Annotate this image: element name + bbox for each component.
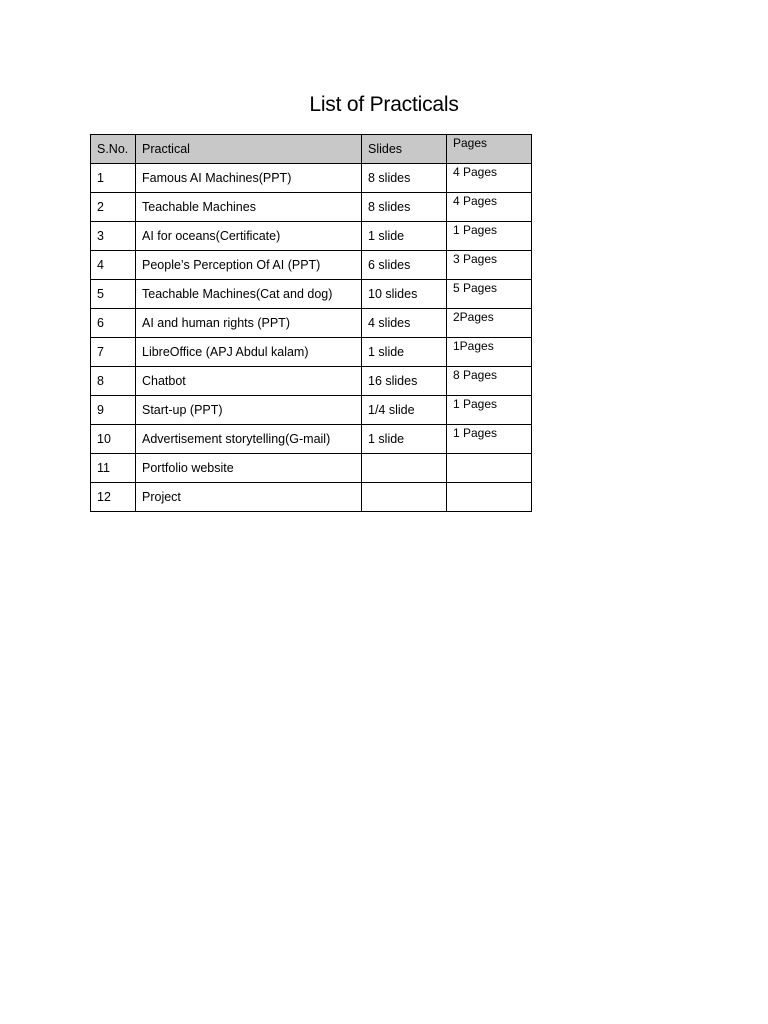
cell-pages [447, 483, 532, 512]
cell-slides: 1 slide [362, 425, 447, 454]
header-pages: Pages [447, 135, 532, 164]
cell-sno: 12 [91, 483, 136, 512]
practicals-table [90, 134, 532, 512]
table-row [91, 280, 532, 309]
cell-pages: 1 Pages [447, 222, 532, 251]
cell-practical: Start-up (PPT) [136, 396, 362, 425]
table-row [91, 309, 532, 338]
cell-slides: 16 slides [362, 367, 447, 396]
cell-sno: 3 [91, 222, 136, 251]
cell-sno: 5 [91, 280, 136, 309]
cell-practical: AI for oceans(Certificate) [136, 222, 362, 251]
cell-practical: Project [136, 483, 362, 512]
cell-slides: 4 slides [362, 309, 447, 338]
cell-sno: 9 [91, 396, 136, 425]
cell-sno: 4 [91, 251, 136, 280]
cell-practical: People’s Perception Of AI (PPT) [136, 251, 362, 280]
cell-pages: 5 Pages [447, 280, 532, 309]
table-row [91, 396, 532, 425]
table-body [91, 164, 532, 512]
header-practical: Practical [136, 135, 362, 164]
cell-practical: Advertisement storytelling(G-mail) [136, 425, 362, 454]
cell-practical: Chatbot [136, 367, 362, 396]
cell-slides: 1 slide [362, 338, 447, 367]
table-row [91, 425, 532, 454]
cell-slides: 6 slides [362, 251, 447, 280]
cell-pages: 4 Pages [447, 164, 532, 193]
table-header-row [91, 135, 532, 164]
cell-sno: 7 [91, 338, 136, 367]
table-row [91, 454, 532, 483]
cell-practical: Portfolio website [136, 454, 362, 483]
cell-sno: 6 [91, 309, 136, 338]
cell-slides: 1/4 slide [362, 396, 447, 425]
cell-slides [362, 454, 447, 483]
cell-slides [362, 483, 447, 512]
cell-practical: Teachable Machines(Cat and dog) [136, 280, 362, 309]
table-row [91, 193, 532, 222]
table-row [91, 483, 532, 512]
table-row [91, 164, 532, 193]
cell-slides: 8 slides [362, 164, 447, 193]
cell-pages [447, 454, 532, 483]
cell-pages: 3 Pages [447, 251, 532, 280]
cell-practical: Teachable Machines [136, 193, 362, 222]
cell-sno: 10 [91, 425, 136, 454]
header-slides: Slides [362, 135, 447, 164]
cell-pages: 2Pages [447, 309, 532, 338]
table-row [91, 367, 532, 396]
table-row [91, 338, 532, 367]
cell-slides: 1 slide [362, 222, 447, 251]
cell-practical: LibreOffice (APJ Abdul kalam) [136, 338, 362, 367]
cell-practical: Famous AI Machines(PPT) [136, 164, 362, 193]
cell-pages: 4 Pages [447, 193, 532, 222]
header-sno: S.No. [91, 135, 136, 164]
cell-practical: AI and human rights (PPT) [136, 309, 362, 338]
cell-pages: 1Pages [447, 338, 532, 367]
cell-slides: 10 slides [362, 280, 447, 309]
cell-sno: 1 [91, 164, 136, 193]
cell-pages: 1 Pages [447, 396, 532, 425]
cell-sno: 11 [91, 454, 136, 483]
cell-slides: 8 slides [362, 193, 447, 222]
cell-sno: 8 [91, 367, 136, 396]
cell-pages: 8 Pages [447, 367, 532, 396]
page-title: List of Practicals [309, 93, 459, 116]
table-row [91, 251, 532, 280]
table-row [91, 222, 532, 251]
cell-sno: 2 [91, 193, 136, 222]
cell-pages: 1 Pages [447, 425, 532, 454]
